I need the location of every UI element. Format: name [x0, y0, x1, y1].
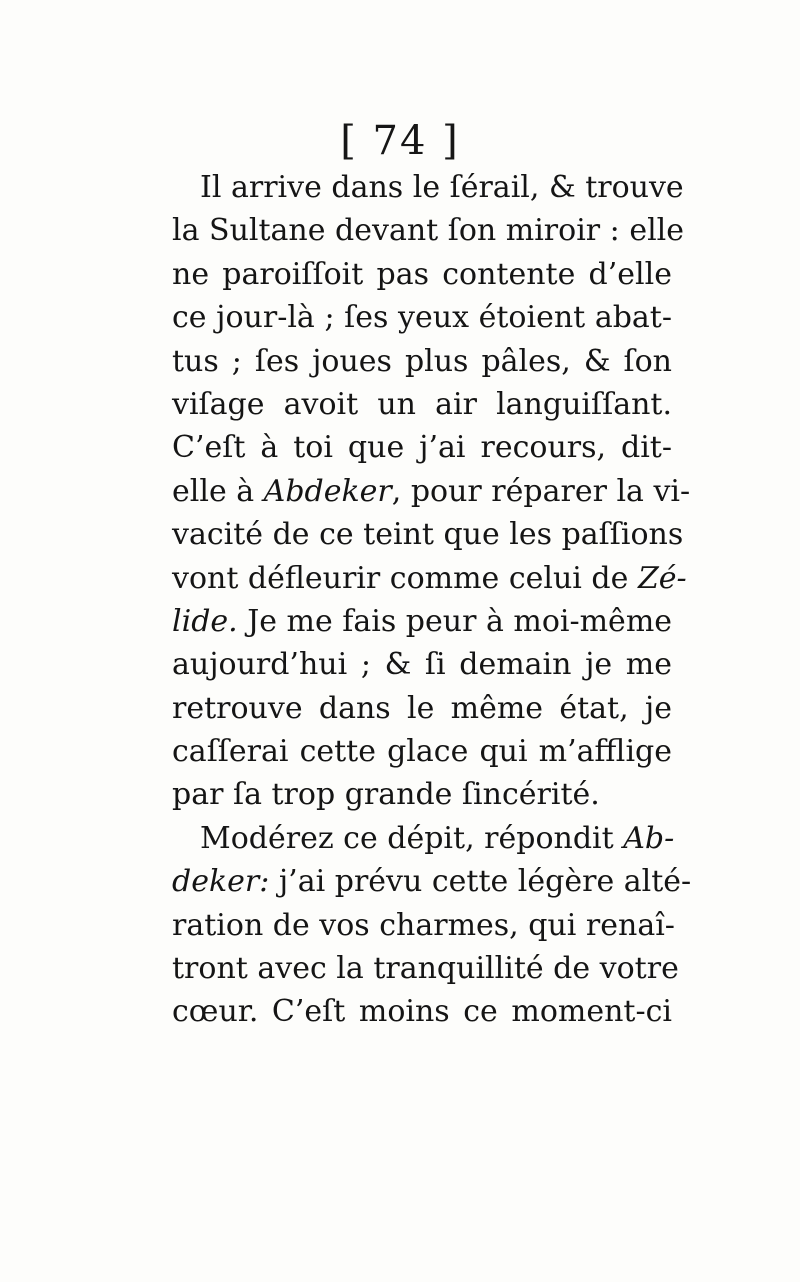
text-line: [172, 687, 672, 730]
text-line: [172, 817, 675, 860]
italic-text: Abdeker: [263, 473, 392, 509]
text-line: [172, 383, 672, 426]
italic-text: Zé-: [637, 560, 687, 596]
text-segment: ration de vos charmes, qui renaî-: [172, 907, 675, 943]
text-line: [172, 990, 672, 1033]
text-line: [172, 340, 672, 383]
text-line: [172, 904, 675, 947]
body-text: [172, 166, 692, 1034]
text-segment: cœur. C’eſt moins ce moment-ci: [172, 994, 672, 1030]
text-segment: par ſa trop grande ſincérité.: [172, 777, 600, 813]
text-segment: Modérez ce dépit, répondit: [200, 820, 624, 856]
text-segment: tront avec la tranquillité de votre: [172, 951, 679, 987]
text-line: [172, 209, 685, 252]
text-line: [172, 166, 684, 209]
text-segment: ne paroiſſoit pas contente d’elle: [172, 256, 672, 292]
text-segment: elle à: [172, 473, 264, 509]
italic-text: Ab-: [623, 820, 675, 856]
text-segment: , pour réparer la vi-: [391, 473, 691, 509]
text-line: [172, 730, 672, 773]
text-line: [172, 470, 691, 513]
text-line: [172, 860, 692, 903]
text-segment: tus ; ſes joues plus pâles, & ſon: [172, 343, 672, 379]
italic-text: deker:: [172, 864, 270, 900]
text-segment: ce jour-là ; ſes yeux étoient abat-: [172, 300, 672, 336]
italic-text: lide.: [172, 603, 238, 639]
page-number: [ 74 ]: [340, 118, 460, 164]
text-segment: aujourd’hui ; & ſi demain je me: [172, 647, 672, 683]
text-line: [172, 513, 684, 556]
text-line: [172, 557, 687, 600]
text-segment: la Sultane devant ſon miroir : elle: [172, 213, 685, 249]
text-segment: C’eſt à toi que j’ai recours, dit-: [172, 430, 672, 466]
text-line: [172, 947, 679, 990]
text-line: [172, 773, 672, 816]
text-line: [172, 600, 672, 643]
text-segment: caſſerai cette glace qui m’afflige: [172, 734, 672, 770]
text-segment: Je me fais peur à moi-même: [237, 603, 673, 639]
text-line: [172, 296, 672, 339]
text-line: [172, 253, 672, 296]
text-segment: viſage avoit un air languiſſant.: [172, 386, 672, 422]
text-segment: retrouve dans le même état, je: [172, 690, 672, 726]
text-segment: j’ai prévu cette légère alté-: [269, 864, 692, 900]
text-segment: vacité de ce teint que les paſſions: [172, 517, 684, 553]
text-segment: vont défleurir comme celui de: [172, 560, 638, 596]
text-line: [172, 426, 672, 469]
text-segment: Il arrive dans le ſérail, & trouve: [200, 170, 684, 205]
text-line: [172, 643, 672, 686]
